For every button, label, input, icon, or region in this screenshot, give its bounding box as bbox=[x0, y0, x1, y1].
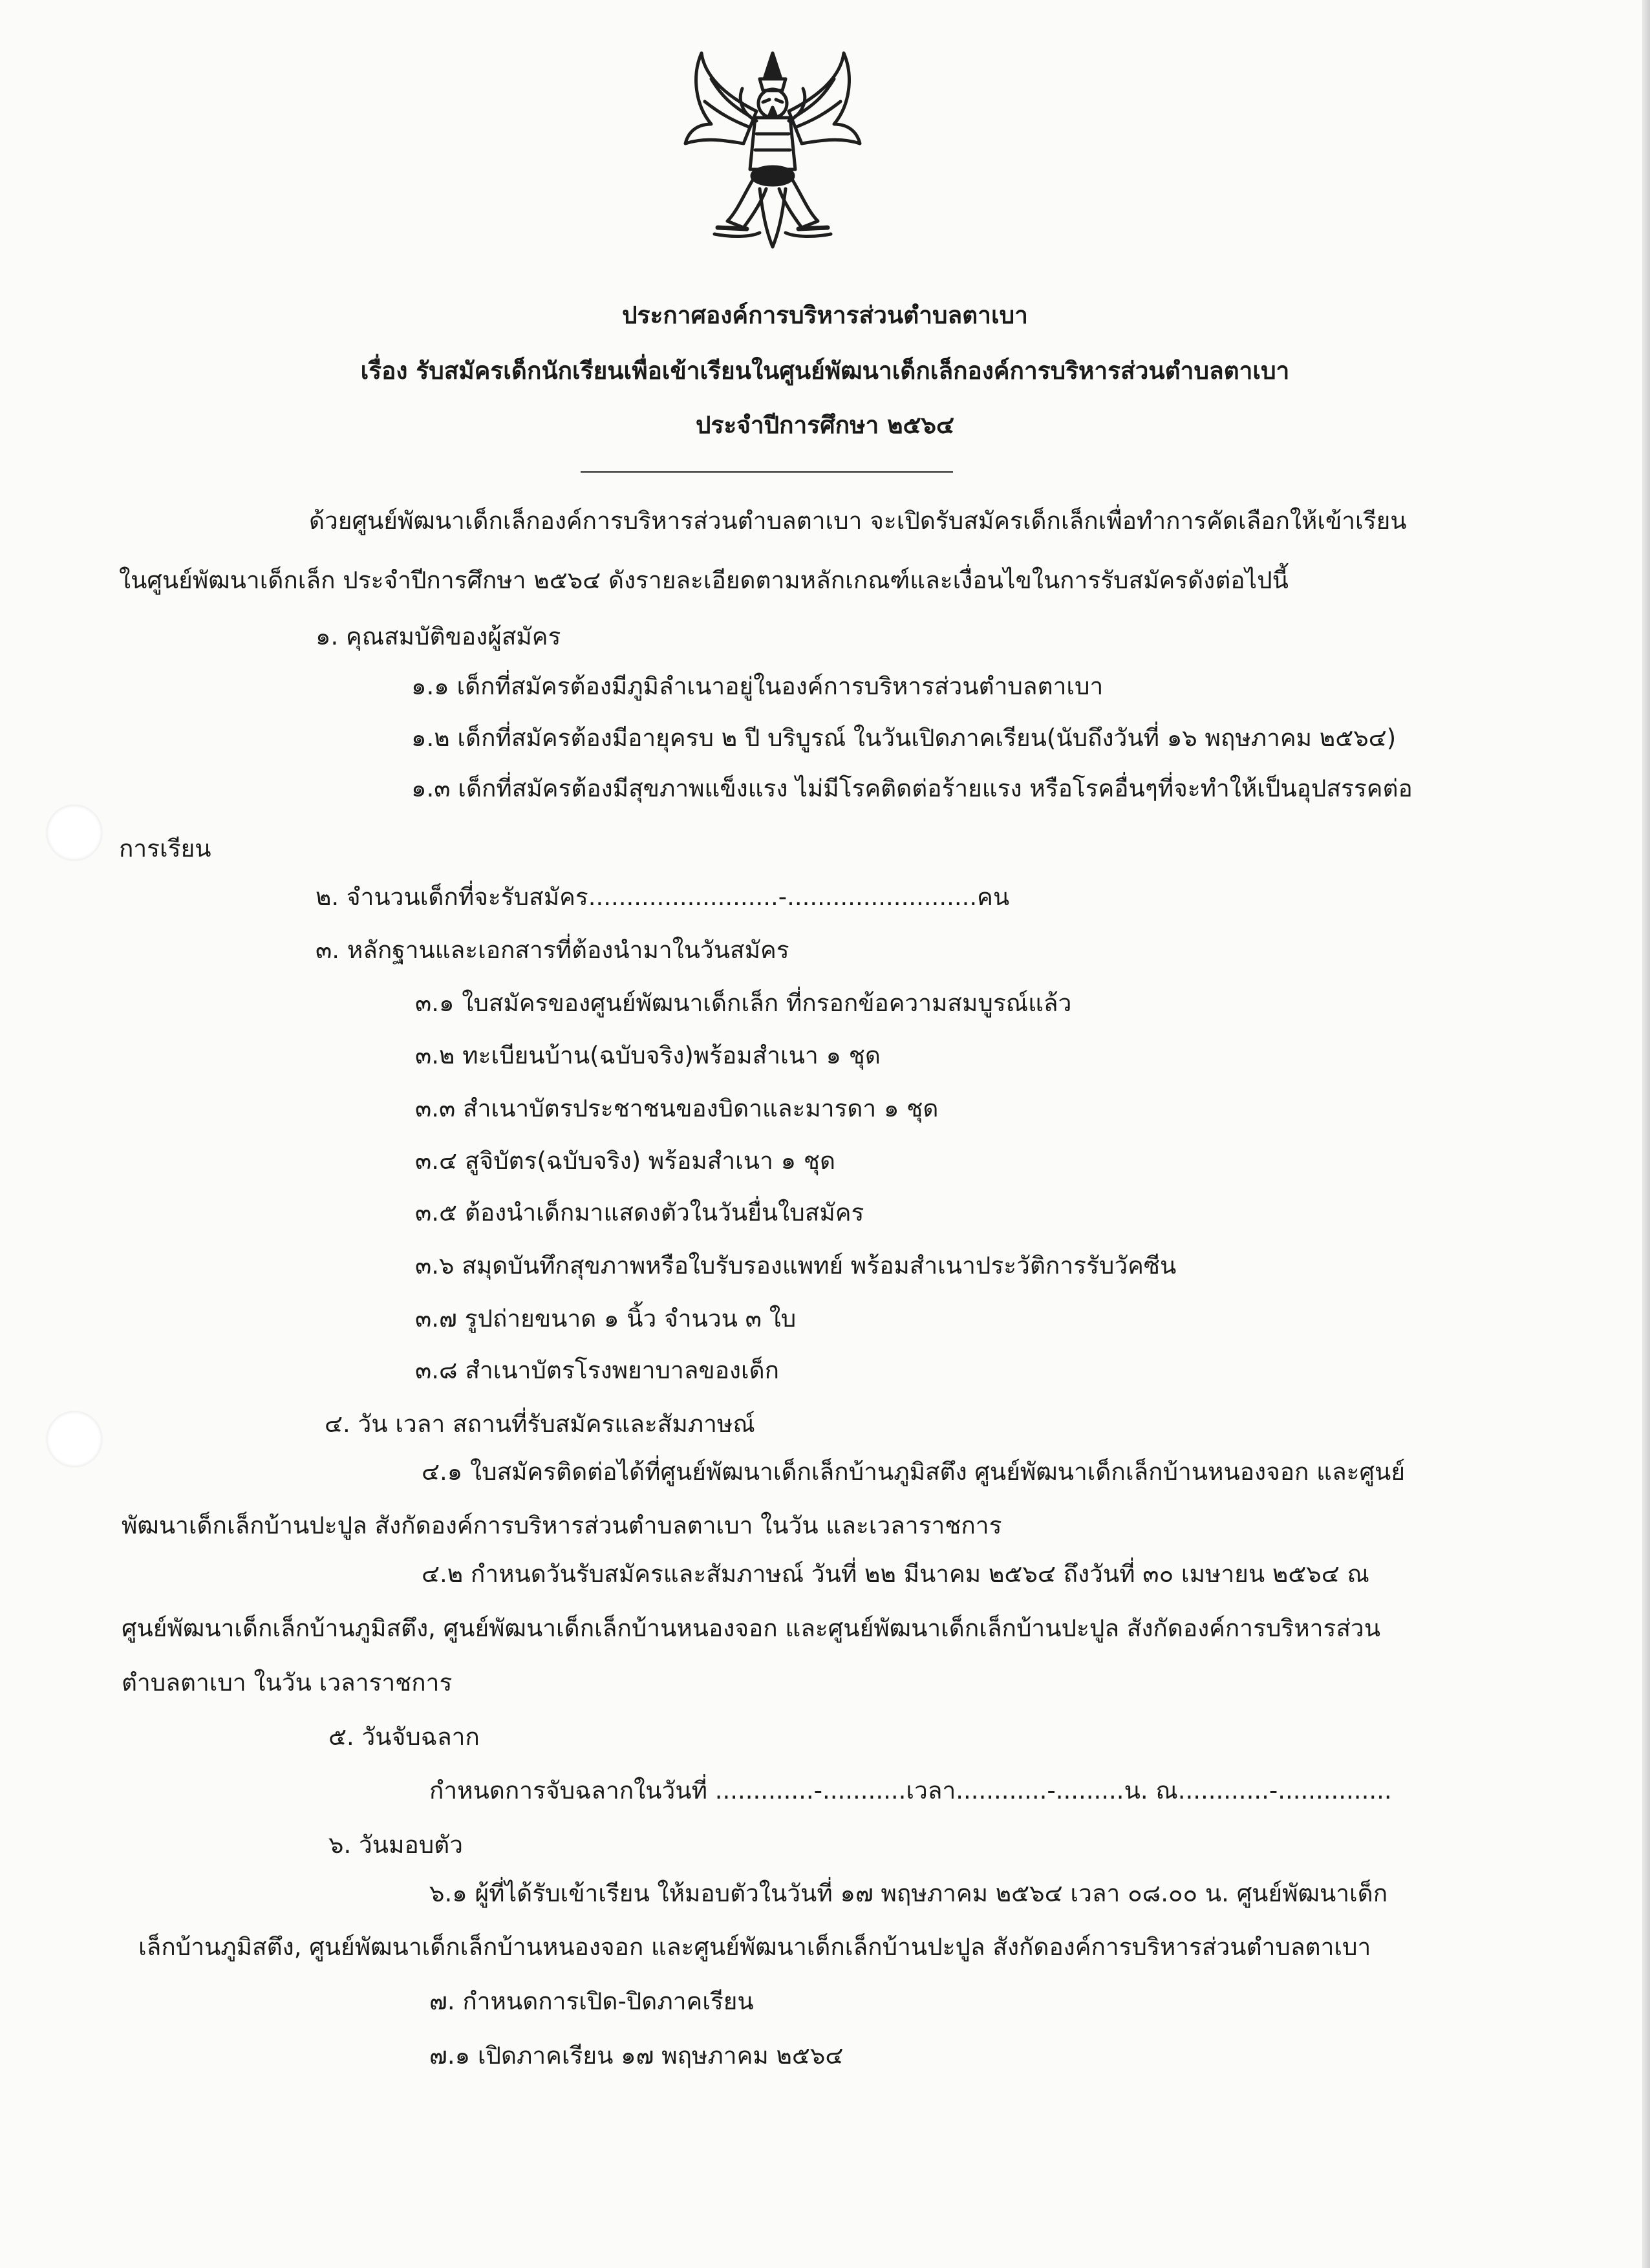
section-1-heading: ๑. คุณสมบัติของผู้สมัคร bbox=[316, 623, 561, 650]
header-divider bbox=[581, 471, 953, 473]
section-7-heading: ๗. กำหนดการเปิด-ปิดภาคเรียน bbox=[429, 1987, 754, 2015]
section-7-item-1: ๗.๑ เปิดภาคเรียน ๑๗ พฤษภาคม ๒๕๖๔ bbox=[429, 2042, 844, 2070]
section-3-item-6: ๓.๖ สมุดบันทึกสุขภาพหรือใบรับรองแพทย์ พร้อมสำเนาประวัติการรับวัคซีน bbox=[415, 1252, 1177, 1279]
announcement-title: ประกาศองค์การบริหารส่วนตำบลตาเบา bbox=[622, 301, 1028, 329]
section-3-item-2: ๓.๒ ทะเบียนบ้าน(ฉบับจริง)พร้อมสำเนา ๑ ชุด bbox=[415, 1042, 881, 1069]
section-3-item-1: ๓.๑ ใบสมัครของศูนย์พัฒนาเด็กเล็ก ที่กรอกข้อความสมบูรณ์แล้ว bbox=[415, 989, 1072, 1017]
section-6-heading: ๖. วันมอบตัว bbox=[328, 1831, 463, 1859]
section-3-item-4: ๓.๔ สูจิบัตร(ฉบับจริง) พร้อมสำเนา ๑ ชุด bbox=[415, 1147, 835, 1175]
garuda-emblem-icon bbox=[666, 40, 879, 260]
section-4-item-1: ๔.๑ ใบสมัครติดต่อได้ที่ศูนย์พัฒนาเด็กเล็กบ้านภูมิสตึง ศูนย์พัฒนาเด็กเล็กบ้านหนองจอก และศูนย์ bbox=[422, 1458, 1405, 1486]
section-3-item-7: ๓.๗ รูปถ่ายขนาด ๑ นิ้ว จำนวน ๓ ใบ bbox=[415, 1305, 797, 1332]
announcement-subject: เรื่อง รับสมัครเด็กนักเรียนเพื่อเข้าเรียนในศูนย์พัฒนาเด็กเล็กองค์การบริหารส่วนตำบลตาเบา bbox=[360, 357, 1290, 385]
intro-line-2: ในศูนย์พัฒนาเด็กเล็ก ประจำปีการศึกษา ๒๕๖๔ ดังรายละเอียดตามหลักเกณฑ์และเงื่อนไขในการรับสมัครดังต่อไปนี้ bbox=[119, 566, 1289, 594]
section-4-item-1-cont: พัฒนาเด็กเล็กบ้านปะปูล สังกัดองค์การบริหารส่วนตำบลตาเบา ในวัน และเวลาราชการ bbox=[122, 1512, 1002, 1539]
section-6-item-1: ๖.๑ ผู้ที่ได้รับเข้าเรียน ให้มอบตัวในวันที่ ๑๗ พฤษภาคม ๒๕๖๔ เวลา ๐๘.๐๐ น. ศูนย์พัฒนาเด็ก bbox=[429, 1879, 1388, 1907]
section-4-heading: ๔. วัน เวลา สถานที่รับสมัครและสัมภาษณ์ bbox=[325, 1410, 755, 1438]
section-4-item-2-cont2: ตำบลตาเบา ในวัน เวลาราชการ bbox=[122, 1669, 453, 1696]
section-3-item-8: ๓.๘ สำเนาบัตรโรงพยาบาลของเด็ก bbox=[415, 1356, 780, 1384]
section-3-heading: ๓. หลักฐานและเอกสารที่ต้องนำมาในวันสมัคร bbox=[316, 936, 789, 964]
section-4-item-2-cont: ศูนย์พัฒนาเด็กเล็กบ้านภูมิสตึง, ศูนย์พัฒนาเด็กเล็กบ้านหนองจอก และศูนย์พัฒนาเด็กเล็กบ้านปะปูล สังกัดองค์การบริหารส่วน bbox=[122, 1614, 1380, 1642]
section-3-item-3: ๓.๓ สำเนาบัตรประชาชนของบิดาและมารดา ๑ ชุด bbox=[415, 1095, 939, 1122]
punch-hole-top bbox=[47, 805, 102, 861]
page-edge-shadow bbox=[1642, 0, 1650, 2268]
section-1-item-3: ๑.๓ เด็กที่สมัครต้องมีสุขภาพแข็งแรง ไม่มีโรคติดต่อร้ายแรง หรือโรคอื่นๆที่จะทำให้เป็นอุปสรรคต่อ bbox=[411, 775, 1413, 802]
section-4-item-2: ๔.๒ กำหนดวันรับสมัครและสัมภาษณ์ วันที่ ๒๒ มีนาคม ๒๕๖๔ ถึงวันที่ ๓๐ เมษายน ๒๕๖๔ ณ bbox=[422, 1560, 1369, 1588]
punch-hole-bottom bbox=[47, 1411, 102, 1467]
section-1-item-1: ๑.๑ เด็กที่สมัครต้องมีภูมิลำเนาอยู่ในองค์การบริหารส่วนตำบลตาเบา bbox=[411, 672, 1104, 700]
section-3-item-5: ๓.๕ ต้องนำเด็กมาแสดงตัวในวันยื่นใบสมัคร bbox=[415, 1199, 864, 1226]
section-1-item-2: ๑.๒ เด็กที่สมัครต้องมีอายุครบ ๒ ปี บริบูรณ์ ในวันเปิดภาคเรียน(นับถึงวันที่ ๑๖ พฤษภาคม ๒๕๖๔) bbox=[411, 724, 1397, 752]
section-5-text: กำหนดการจับฉลากในวันที่ .............-...........เวลา............-.........น. ณ............-............... bbox=[429, 1777, 1392, 1804]
section-2-heading: ๒. จำนวนเด็กที่จะรับสมัคร.........................-.........................คน bbox=[316, 883, 1010, 911]
academic-year: ประจำปีการศึกษา ๒๕๖๔ bbox=[695, 411, 955, 439]
intro-line-1: ด้วยศูนย์พัฒนาเด็กเล็กองค์การบริหารส่วนตำบลตาเบา จะเปิดรับสมัครเด็กเล็กเพื่อทำการคัดเลือกให้เข้าเรียน bbox=[309, 507, 1407, 535]
section-6-item-1-cont: เล็กบ้านภูมิสตึง, ศูนย์พัฒนาเด็กเล็กบ้านหนองจอก และศูนย์พัฒนาเด็กเล็กบ้านปะปูล สังกัดองค์การบริหารส่วนตำบลตาเบา bbox=[138, 1933, 1371, 1961]
section-1-item-3-cont: การเรียน bbox=[119, 835, 211, 862]
section-5-heading: ๕. วันจับฉลาก bbox=[328, 1723, 480, 1751]
